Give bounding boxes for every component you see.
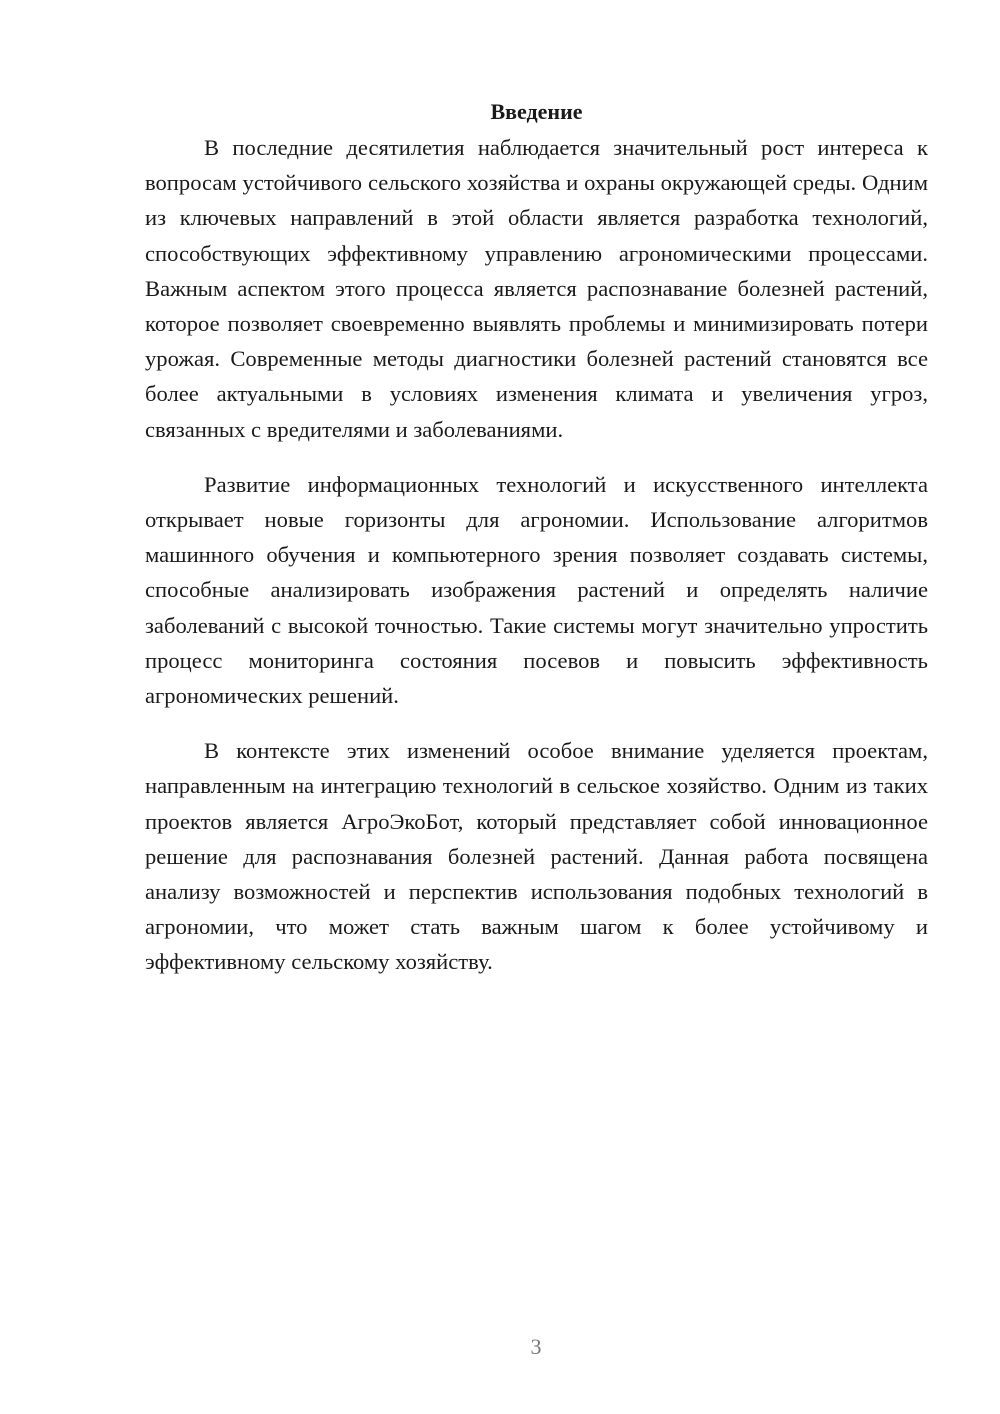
page-content xyxy=(145,96,928,1000)
paragraph-2: Развитие информационных технологий и искусственного интеллекта открывает новые горизонты для агрономии. Использование алгоритмов машинного обучения и компьютерного зрения позволяет создавать системы, способные анализировать изображения растений и определять наличие заболеваний с высокой точностью. Такие системы могут значительно упростить процесс мониторинга состояния посевов и повысить эффективность агрономических решений. xyxy=(145,471,928,709)
paragraph-3: В контексте этих изменений особое внимание уделяется проектам, направленным на интеграцию технологий в сельское хозяйство. Одним из таких проектов является АгроЭкоБот, который представляет собой инновационное решение для распознавания болезней растений. Данная работа посвящена анализу возможностей и перспектив использования подобных технологий в агрономии, что может стать важным шагом к более устойчивому и эффективному сельскому хозяйству. xyxy=(145,738,928,975)
page-number: 3 xyxy=(530,1334,542,1359)
section-heading: Введение xyxy=(490,99,583,124)
paragraph-1: В последние десятилетия наблюдается значительный рост интереса к вопросам устойчивого сельского хозяйства и охраны окружающей среды. Одним из ключевых направлений в этой области является разработка технологий, способствующих эффективному управлению агрономическими процессами. Важным аспектом этого процесса является распознавание болезней растений, которое позволяет своевременно выявлять проблемы и минимизировать потери урожая. Современные методы диагностики болезней растений становятся все более актуальными в условиях изменения климата и увеличения угроз, связанных с вредителями и заболеваниями. xyxy=(145,135,928,442)
